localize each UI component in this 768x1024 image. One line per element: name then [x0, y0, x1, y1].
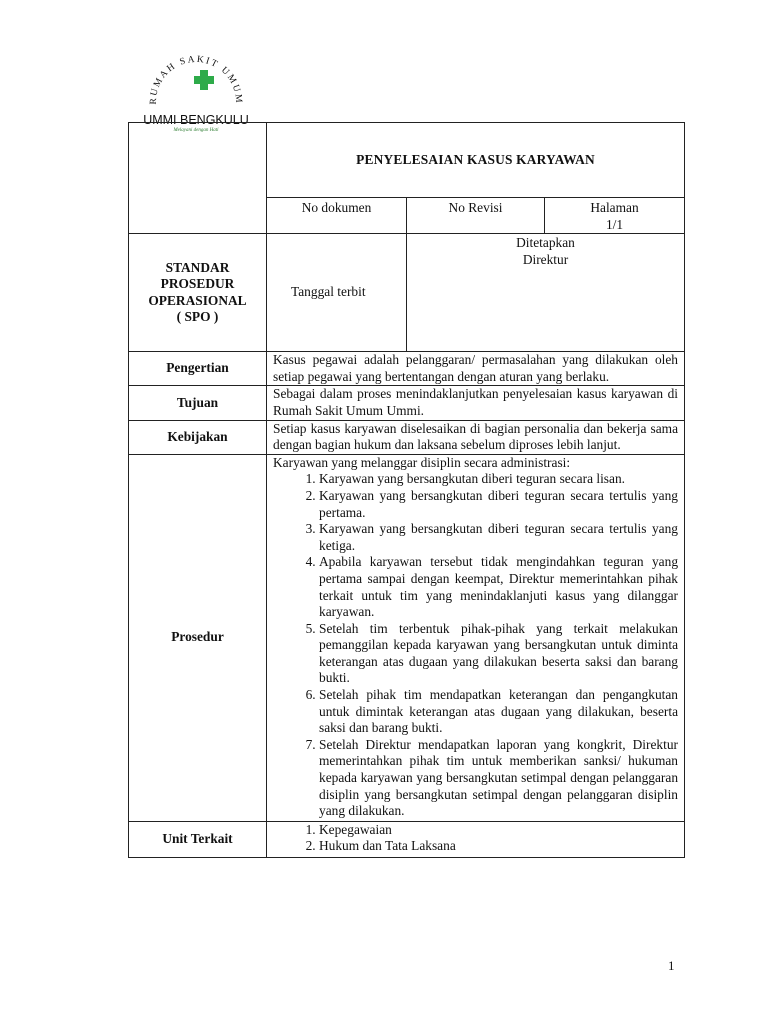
logo-cell	[129, 123, 267, 234]
spo-line-2: PROSEDUR	[160, 276, 235, 292]
tujuan-label: Tujuan	[129, 386, 267, 420]
tanggal-terbit-cell	[267, 234, 407, 352]
spo-table	[128, 122, 685, 858]
halaman-value: 1/1	[605, 216, 624, 232]
logo-name: UMMI BENGKULU	[143, 113, 249, 127]
spo-label	[129, 234, 267, 352]
tanggal-terbit-label: Tanggal terbit	[291, 284, 366, 300]
kebijakan-text: Setiap kasus karyawan diselesaikan di bagian personalia dan bekerja sama dengan bagian hukum dan laksana sebelum diproses lebih lanjut.	[267, 420, 685, 454]
pengertian-label: Pengertian	[129, 352, 267, 386]
list-item: 3. Karyawan yang bersangkutan diberi teguran secara tertulis yang ketiga.	[319, 521, 678, 554]
kebijakan-label: Kebijakan	[129, 420, 267, 454]
prosedur-label: Prosedur	[129, 454, 267, 821]
page-number: 1	[668, 958, 675, 973]
spo-line-1: STANDAR	[165, 259, 230, 275]
no-dokumen-cell	[267, 198, 407, 234]
list-item: 1. Kepegawaian	[319, 822, 678, 839]
spo-line-4: ( SPO )	[176, 309, 219, 325]
list-item: 7. Setelah Direktur mendapatkan laporan yang kongkrit, Direktur memerintahkan pihak tim untuk memberikan sanksi/ hukuman kepada karyawan yang bersangkutan setimpal dengan pelanggaran disiplin yang bersangkutan setimpal dengan pelanggaran disiplin yang dilakukan.	[319, 737, 678, 820]
halaman-cell	[545, 198, 685, 234]
logo-tagline: Melayani dengan Hati	[173, 128, 219, 132]
halaman-label: Halaman	[590, 200, 639, 215]
list-item: 2. Hukum dan Tata Laksana	[319, 838, 678, 855]
no-revisi-cell	[407, 198, 545, 234]
logo-arc-text: RUMAH SAKIT UMUM	[148, 54, 244, 105]
unit-terkait-content	[267, 821, 685, 857]
no-revisi-label: No Revisi	[448, 200, 503, 215]
hospital-logo	[134, 44, 258, 132]
direktur-label: Direktur	[522, 251, 569, 267]
pengertian-text: Kasus pegawai adalah pelanggaran/ permasalahan yang dilakukan oleh setiap pegawai yang bertentangan dengan aturan yang berlaku.	[267, 352, 685, 386]
prosedur-intro: Karyawan yang melanggar disiplin secara administrasi:	[273, 454, 571, 470]
list-item: 4. Apabila karyawan tersebut tidak mengindahkan teguran yang pertama sampai dengan keempat, Direktur memerintahkan pihak terkait untuk tim yang menindaklanjuti kasus yang dilanggar karyawan.	[319, 554, 678, 620]
prosedur-content	[267, 454, 685, 821]
medical-cross-icon	[193, 69, 215, 91]
list-item: 6. Setelah pihak tim mendapatkan keterangan dan pengangkutan untuk dimintak keterangan atas dugaan yang dilakukan, beserta saksi dan barang bukti.	[319, 687, 678, 737]
unit-terkait-label: Unit Terkait	[129, 821, 267, 857]
ditetapkan-cell	[407, 234, 685, 352]
prosedur-steps	[267, 471, 684, 819]
spo-line-3: OPERASIONAL	[148, 292, 247, 308]
unit-terkait-list	[267, 822, 684, 855]
no-dokumen-label: No dokumen	[301, 200, 372, 215]
document-title: PENYELESAIAN KASUS KARYAWAN	[267, 123, 685, 198]
list-item: 2. Karyawan yang bersangkutan diberi teguran secara tertulis yang pertama.	[319, 488, 678, 521]
list-item: 5. Setelah tim terbentuk pihak-pihak yang terkait melakukan pemanggilan kepada karyawan yang bersangkutan untuk diminta keterangan atas dugaan yang dilakukan beserta saksi dan barang bukti.	[319, 621, 678, 687]
list-item: 1. Karyawan yang bersangkutan diberi teguran secara lisan.	[319, 471, 678, 488]
ditetapkan-label: Ditetapkan	[516, 235, 575, 251]
tujuan-text: Sebagai dalam proses menindaklanjutkan penyelesaian kasus karyawan di Rumah Sakit Umum Ummi.	[267, 386, 685, 420]
